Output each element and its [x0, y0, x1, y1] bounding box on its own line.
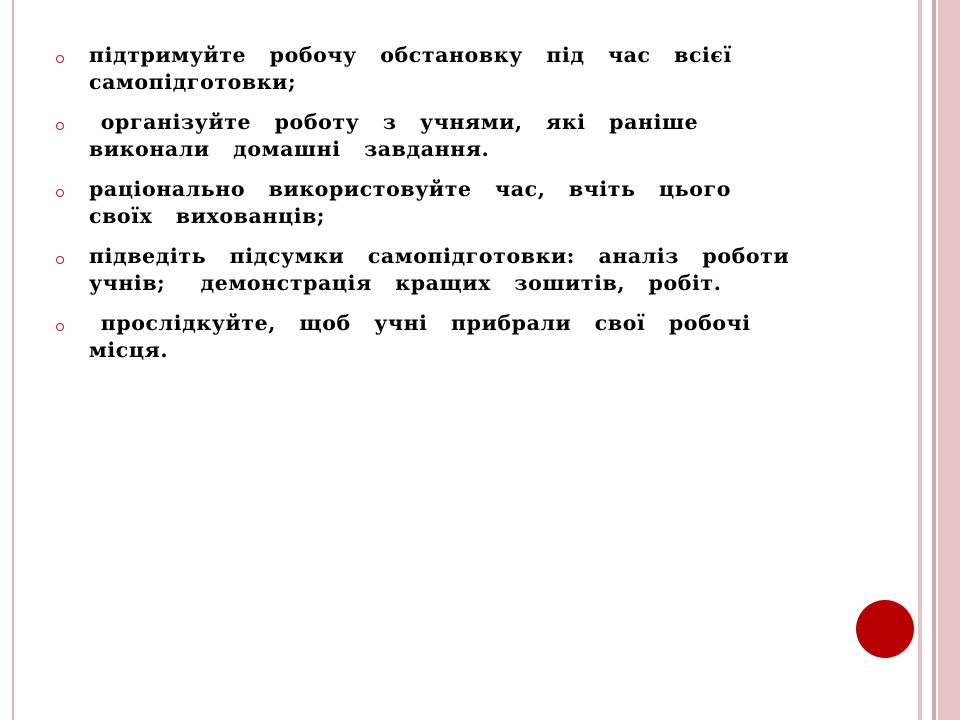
bullet-icon — [56, 256, 64, 264]
bullet-line-2: місця. — [89, 338, 169, 362]
bullet-line-1: прослідкуйте, щоб учні прибрали свої робочі — [89, 311, 751, 335]
bullet-line-2: своїх вихованців; — [89, 204, 326, 228]
bullet-icon — [56, 122, 64, 130]
bullet-line-2: учнів; демонстрація кращих зошитів, робіт. — [89, 271, 722, 295]
left-frame-line — [12, 0, 14, 720]
list-item — [56, 243, 856, 297]
bullet-line-1: організуйте роботу з учнями, які раніше — [89, 110, 699, 134]
red-circle-icon — [856, 600, 914, 658]
right-decorative-band — [918, 0, 960, 720]
list-item — [56, 42, 856, 96]
list-item — [56, 176, 856, 230]
list-item — [56, 109, 856, 163]
band-stripe-2 — [932, 0, 936, 720]
bullet-icon — [56, 189, 64, 197]
bullet-line-2: виконали домашні завдання. — [89, 137, 490, 161]
bullet-line-1: підтримуйте робочу обстановку під час всієї — [89, 43, 732, 67]
bullet-icon — [56, 55, 64, 63]
band-stripe-3 — [938, 0, 960, 720]
bullet-line-1: раціонально використовуйте час, вчіть цього — [89, 177, 732, 201]
bullet-icon — [56, 323, 64, 331]
bullet-line-1: підведіть підсумки самопідготовки: аналіз роботи — [89, 244, 790, 268]
list-item — [56, 310, 856, 364]
band-stripe-1 — [918, 0, 922, 720]
bullet-list — [56, 42, 856, 377]
bullet-line-2: самопідготовки; — [89, 70, 297, 94]
